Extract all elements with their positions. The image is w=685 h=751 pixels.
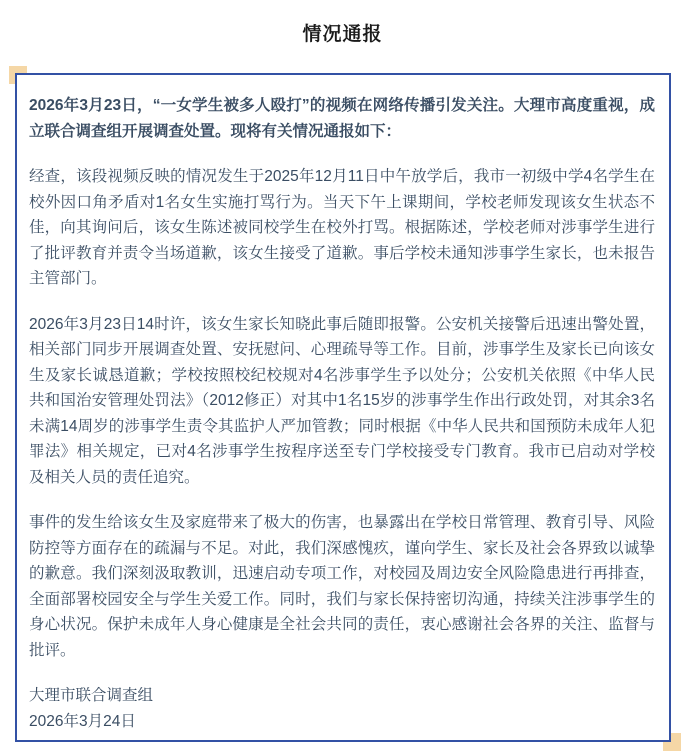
- notice-card: [15, 73, 671, 742]
- notice-card-wrapper: [15, 73, 671, 742]
- notice-paragraph-intro: 2026年3月23日，“一女学生被多人殴打”的视频在网络传播引发关注。大理市高度重视，成立联合调查组开展调查处置。现将有关情况通报如下：: [29, 97, 655, 140]
- notice-signature: 大理市联合调查组: [29, 687, 154, 704]
- notice-paragraph-handling: 2026年3月23日14时许，该女生家长知晓此事后随即报警。公安机关接警后迅速出警处置，相关部门同步开展调查处置、安抚慰问、心理疏导等工作。目前，涉事学生及家长已向该女生及家长诚恳道歉；学校按照校纪校规对4名涉事学生予以处分；公安机关依照《中华人民共和国治安管理处罚法》（2012修正）对其中1名15岁的涉事学生作出行政处罚，对其余3名未满14周岁的涉事学生责令其监护人严加管教；同时根据《中华人民共和国预防未成年人犯罪法》相关规定，已对4名涉事学生按程序送至专门学校接受专门教育。我市已启动对学校及相关人员的责任追究。: [29, 315, 655, 486]
- page-title: 情况通报: [302, 24, 383, 45]
- notice-date: 2026年3月24日: [29, 712, 136, 730]
- notice-paragraph-apology: 事件的发生给该女生及家庭带来了极大的伤害，也暴露出在学校日常管理、教育引导、风险防控等方面存在的疏漏与不足。对此，我们深感愧疚，谨向学生、家长及社会各界致以诚挚的歉意。我们深刻汲取教训，迅速启动专项工作，对校园及周边安全风险隐患进行再排查，全面部署校园安全与学生关爱工作。同时，我们与家长保持密切沟通，持续关注涉事学生的身心状况。保护未成年人身心健康是全社会共同的责任，衷心感谢社会各界的关注、监督与批评。: [29, 514, 655, 659]
- notice-paragraph-investigation: 经查，该段视频反映的情况发生于2025年12月11日中午放学后，我市一初级中学4名学生在校外因口角矛盾对1名女生实施打骂行为。当天下午上课期间，学校老师发现该女生状态不佳，向其询问后，该女生陈述被同校学生在校外打骂。根据陈述，学校老师对涉事学生进行了批评教育并责令当场道歉，该女生接受了道歉。事后学校未通知涉事学生家长，也未报告主管部门。: [29, 168, 655, 287]
